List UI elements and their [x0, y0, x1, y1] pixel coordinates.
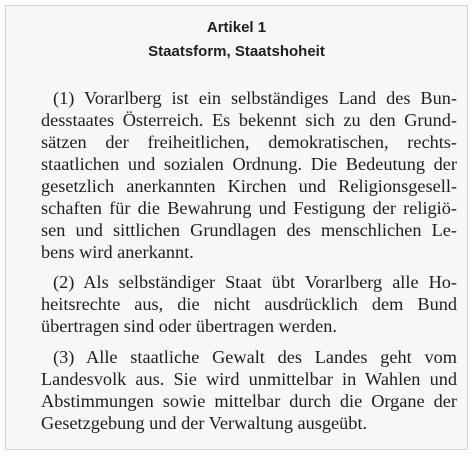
- paragraph-line: heitsrechte aus, die nicht ausdrücklich dem Bund: [41, 294, 457, 314]
- paragraph-line: staatlichen und sozialen Ordnung. Die Bedeutung der: [41, 154, 457, 174]
- paragraph-line: Landesvolk aus. Sie wird unmittelbar in Wahlen und: [41, 369, 457, 389]
- paragraph-line: (1) Vorarlberg ist ein selbständiges Land des Bun-: [53, 88, 457, 108]
- paragraph-line: (2) Als selbständiger Staat übt Vorarlberg alle Ho-: [53, 272, 457, 292]
- article-heading: Artikel 1: [206, 19, 267, 36]
- paragraph-line: Abstimmungen sowie mittelbar durch die Organe der: [41, 391, 457, 411]
- paragraph-line: übertragen sind oder übertragen werden.: [41, 316, 337, 336]
- paragraph-line: gesetzlich anerkannten Kirchen und Religionsgesell-: [41, 176, 457, 196]
- article-subheading: Staatsform, Staatshoheit: [148, 43, 325, 60]
- document-page: [5, 5, 468, 450]
- paragraph-line: Gesetzgebung und der Verwaltung ausgeübt.: [41, 413, 368, 433]
- paragraph-line: desstaates Österreich. Es bekennt sich zu den Grund-: [41, 110, 457, 130]
- paragraph-line: bens wird anerkannt.: [41, 242, 194, 262]
- paragraph-line: (3) Alle staatliche Gewalt des Landes geht vom: [53, 347, 457, 367]
- paragraph-line: sen und sittlichen Grundlagen des menschlichen Le-: [41, 220, 457, 240]
- paragraph-line: schaften für die Bewahrung und Festigung der religiö-: [41, 198, 457, 218]
- paragraph-line: sätzen der freiheitlichen, demokratischen, rechts-: [41, 132, 457, 152]
